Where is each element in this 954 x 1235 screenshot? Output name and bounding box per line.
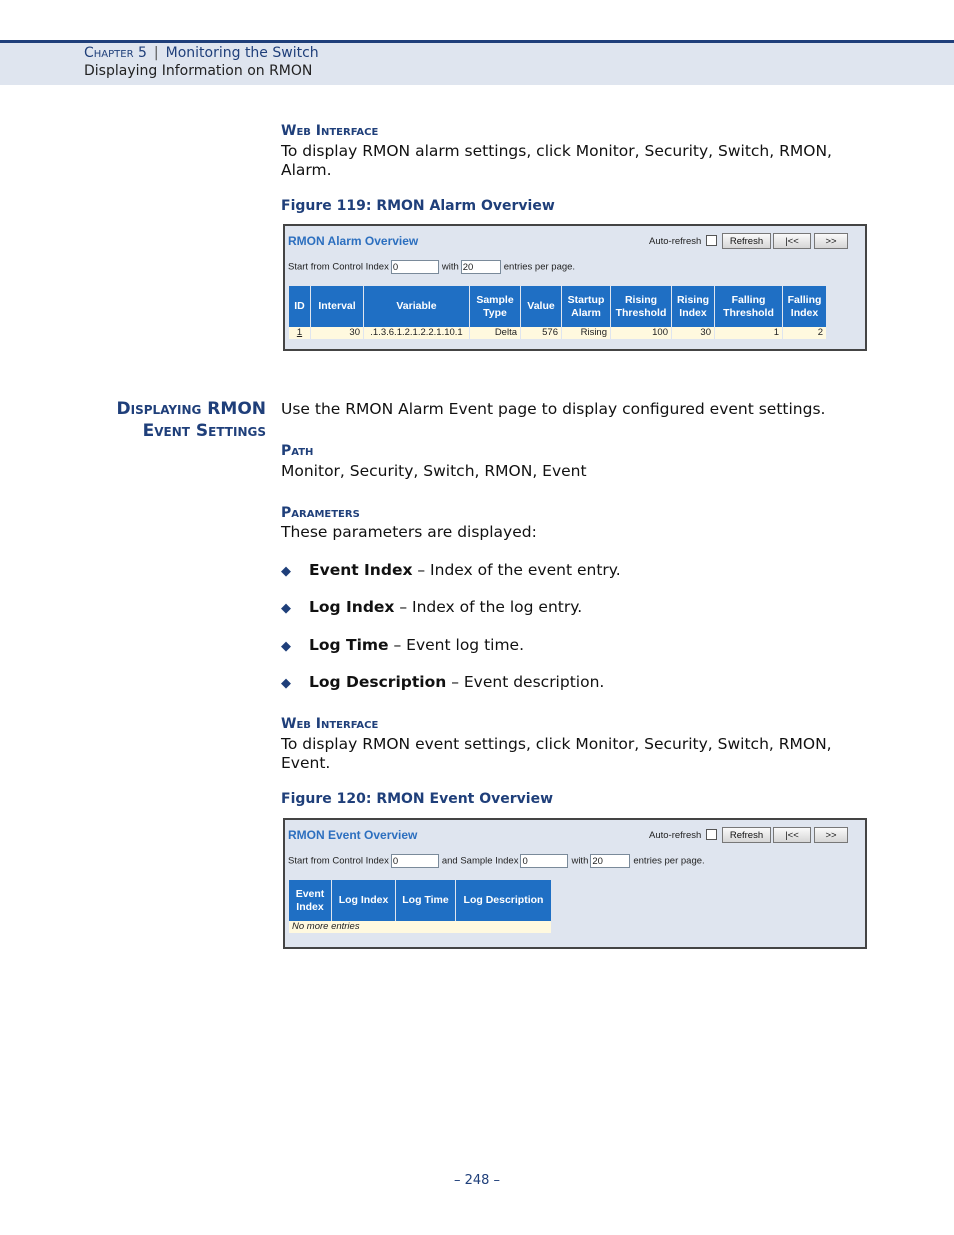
col-header: Event Index bbox=[289, 880, 332, 921]
col-header: Value bbox=[521, 286, 562, 327]
table-cell: 30 bbox=[672, 327, 715, 339]
section-heading bbox=[117, 398, 266, 442]
table-cell: Delta bbox=[470, 327, 521, 339]
chapter-subtitle: Displaying Information on RMON bbox=[84, 63, 313, 79]
web-interface-text-2: To display RMON event settings, click Monitor, Security, Switch, RMON, Event. bbox=[281, 735, 832, 772]
alarm-id-link[interactable]: 1 bbox=[289, 327, 311, 339]
col-header: Falling Threshold bbox=[715, 286, 783, 327]
table-cell: .1.3.6.1.2.1.2.2.1.10.1 bbox=[364, 327, 470, 339]
start-index-label: Start from Control Index bbox=[288, 855, 389, 867]
next-page-button[interactable]: >> bbox=[814, 233, 848, 249]
with-label: with bbox=[571, 855, 589, 867]
auto-refresh-checkbox[interactable] bbox=[706, 235, 717, 246]
paging-row bbox=[288, 260, 575, 274]
rmon-event-overview-panel bbox=[283, 818, 867, 949]
diamond-bullet-icon: ◆ bbox=[281, 676, 291, 691]
bullet-desc: – Index of the event entry. bbox=[412, 561, 621, 579]
parameters-text: These parameters are displayed: bbox=[281, 523, 537, 541]
panel-title: RMON Alarm Overview bbox=[288, 234, 419, 248]
table-cell: 2 bbox=[783, 327, 827, 339]
col-header: Log Time bbox=[396, 880, 456, 921]
bullet-desc: – Event log time. bbox=[388, 636, 525, 654]
col-header: Sample Type bbox=[470, 286, 521, 327]
bullet-desc: – Event description. bbox=[446, 673, 605, 691]
table-row bbox=[289, 921, 552, 933]
bullet-item bbox=[281, 673, 604, 691]
col-header: Startup Alarm bbox=[562, 286, 611, 327]
table-cell: 1 bbox=[715, 327, 783, 339]
first-page-button[interactable]: |<< bbox=[773, 827, 811, 843]
paging-row bbox=[288, 854, 705, 868]
chapter-header bbox=[84, 45, 319, 61]
figure-120-caption: Figure 120: RMON Event Overview bbox=[281, 791, 554, 807]
diamond-bullet-icon: ◆ bbox=[281, 639, 291, 654]
section-heading-line1: Displaying RMON bbox=[116, 399, 266, 419]
section-intro: Use the RMON Alarm Event page to display configured event settings. bbox=[281, 400, 826, 418]
web-interface-heading-2: Web Interface bbox=[281, 716, 379, 732]
parameters-heading: Parameters bbox=[281, 505, 360, 521]
page-number: – 248 – bbox=[453, 1173, 501, 1188]
chapter-label: Chapter 5 bbox=[84, 45, 147, 61]
event-table-header bbox=[289, 880, 552, 921]
entries-count-input[interactable]: 20 bbox=[461, 260, 501, 274]
auto-refresh-checkbox[interactable] bbox=[706, 829, 717, 840]
next-page-button[interactable]: >> bbox=[814, 827, 848, 843]
col-header: Interval bbox=[311, 286, 364, 327]
path-text: Monitor, Security, Switch, RMON, Event bbox=[281, 462, 587, 480]
start-index-label: Start from Control Index bbox=[288, 261, 389, 273]
table-row bbox=[289, 327, 827, 339]
auto-refresh-label: Auto-refresh bbox=[649, 830, 702, 841]
entries-label: entries per page. bbox=[633, 855, 705, 867]
col-header: ID bbox=[289, 286, 311, 327]
no-entries-text: No more entries bbox=[289, 921, 552, 933]
chapter-title: Monitoring the Switch bbox=[165, 45, 319, 61]
col-header: Log Description bbox=[456, 880, 552, 921]
table-cell: Rising bbox=[562, 327, 611, 339]
alarm-table-header bbox=[289, 286, 827, 327]
web-interface-heading-1: Web Interface bbox=[281, 123, 379, 139]
bullet-desc: – Index of the log entry. bbox=[394, 598, 583, 616]
refresh-button[interactable]: Refresh bbox=[722, 233, 771, 249]
sample-index-label: and Sample Index bbox=[441, 855, 519, 867]
table-cell: 30 bbox=[311, 327, 364, 339]
bullet-term: Log Index bbox=[309, 598, 395, 616]
entries-label: entries per page. bbox=[503, 261, 576, 273]
figure-119-caption: Figure 119: RMON Alarm Overview bbox=[281, 198, 555, 214]
sample-index-input[interactable]: 0 bbox=[520, 854, 568, 868]
bullet-term: Log Time bbox=[309, 636, 389, 654]
bullet-item bbox=[281, 598, 582, 616]
col-header: Rising Threshold bbox=[611, 286, 672, 327]
web-interface-text-1: To display RMON alarm settings, click Monitor, Security, Switch, RMON, Alarm. bbox=[281, 142, 832, 179]
auto-refresh-label: Auto-refresh bbox=[649, 236, 702, 247]
start-index-input[interactable]: 0 bbox=[391, 260, 439, 274]
diamond-bullet-icon: ◆ bbox=[281, 564, 291, 579]
path-heading: Path bbox=[281, 443, 314, 459]
bullet-term: Event Index bbox=[309, 561, 413, 579]
table-cell: 100 bbox=[611, 327, 672, 339]
panel-title: RMON Event Overview bbox=[288, 828, 418, 842]
bullet-item bbox=[281, 636, 524, 654]
header-separator: | bbox=[153, 45, 159, 61]
first-page-button[interactable]: |<< bbox=[773, 233, 811, 249]
entries-count-input[interactable]: 20 bbox=[590, 854, 630, 868]
refresh-button[interactable]: Refresh bbox=[722, 827, 771, 843]
with-label: with bbox=[441, 261, 459, 273]
col-header: Rising Index bbox=[672, 286, 715, 327]
col-header: Log Index bbox=[332, 880, 396, 921]
col-header: Variable bbox=[364, 286, 470, 327]
rmon-alarm-overview-panel bbox=[283, 224, 867, 351]
event-table bbox=[289, 880, 552, 933]
col-header: Falling Index bbox=[783, 286, 827, 327]
alarm-table bbox=[289, 286, 827, 339]
bullet-term: Log Description bbox=[309, 673, 447, 691]
start-index-input[interactable]: 0 bbox=[391, 854, 439, 868]
section-heading-line2: Event Settings bbox=[142, 421, 266, 441]
diamond-bullet-icon: ◆ bbox=[281, 601, 291, 616]
bullet-item bbox=[281, 561, 621, 579]
table-cell: 576 bbox=[521, 327, 562, 339]
